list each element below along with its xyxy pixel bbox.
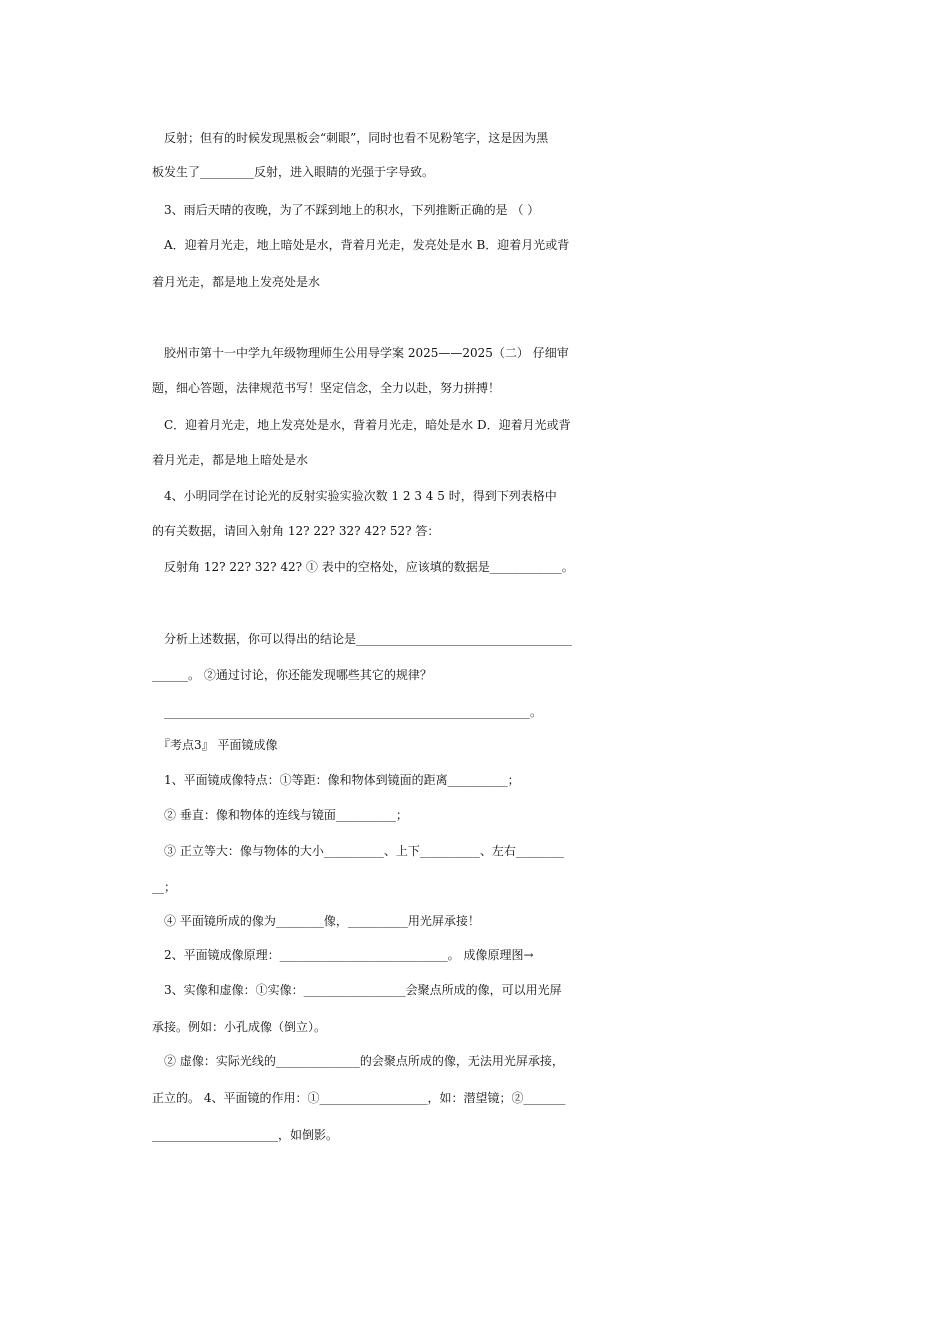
option-ab-line: A．迎着月光走，地上暗处是水，背着月光走，发亮处是水 B．迎着月光或背 <box>140 238 570 252</box>
paragraph-line: ② 虚像：实际光线的______________的会聚点所成的像，无法用光屏承接， <box>140 1054 564 1068</box>
question-3-line: 3、雨后天晴的夜晚，为了不踩到地上的积水，下列推断正确的是 （ ） <box>140 203 540 217</box>
option-cd-line: 着月光走，都是地上暗处是水 <box>140 453 309 467</box>
header-line: 题，细心答题，法律规范书写！坚定信念，全力以赴，努力拼搏！ <box>140 381 501 395</box>
analysis-line: 分析上述数据，你可以得出的结论是____________________________________ <box>140 632 573 646</box>
option-cd-line: C．迎着月光走，地上发亮处是水，背着月光走，暗处是水 D．迎着月光或背 <box>140 418 571 432</box>
paragraph-line: 2、平面镜成像原理：____________________________。 成像原理图→ <box>140 948 534 962</box>
paragraph-line: ③ 正立等大：像与物体的大小__________、上下__________、左右________ <box>140 844 564 858</box>
question-4-line: 的有关数据，请回入射角 12? 22? 32? 42? 52? 答： <box>140 524 440 538</box>
paragraph-line: 反射；但有的时候发现黑板会“刺眼”，同时也看不见粉笔字，这是因为黑 <box>140 131 549 145</box>
analysis-line: ______。 ②通过讨论，你还能发现哪些其它的规律？ <box>140 668 432 682</box>
header-line: 胶州市第十一中学九年级物理师生公用导学案 2025——2025（二） 仔细审 <box>140 346 569 360</box>
paragraph-line: 1、平面镜成像特点：①等距：像和物体到镜面的距离__________； <box>140 773 520 787</box>
paragraph-line: 正立的。 4、平面镜的作用：①__________________，如：潜望镜；②_______ <box>140 1091 566 1105</box>
answer-blank-line: _____________________________________________________________。 <box>140 705 543 719</box>
section-heading: 『考点3』 平面镜成像 <box>140 738 278 752</box>
question-4-line: 4、小明同学在讨论光的反射实验实验次数 1 2 3 4 5 时，得到下列表格中 <box>140 489 557 503</box>
paragraph-line: _____________________，如倒影。 <box>140 1128 339 1142</box>
option-ab-line: 着月光走，都是地上发亮处是水 <box>140 275 321 289</box>
paragraph-line: 板发生了_________反射，进入眼睛的光强于字导致。 <box>140 165 435 179</box>
paragraph-line: 3、实像和虚像：①实像：_________________会聚点所成的像，可以用光屏 <box>140 983 562 997</box>
question-4-line: 反射角 12? 22? 32? 42? ① 表中的空格处，应该填的数据是____________。 <box>140 560 574 574</box>
paragraph-line: 承接。例如：小孔成像（倒立）。 <box>140 1020 327 1034</box>
paragraph-line: __； <box>140 880 177 894</box>
paragraph-line: ④ 平面镜所成的像为________像，__________用光屏承接！ <box>140 914 480 928</box>
paragraph-line: ② 垂直：像和物体的连线与镜面__________； <box>140 808 408 822</box>
